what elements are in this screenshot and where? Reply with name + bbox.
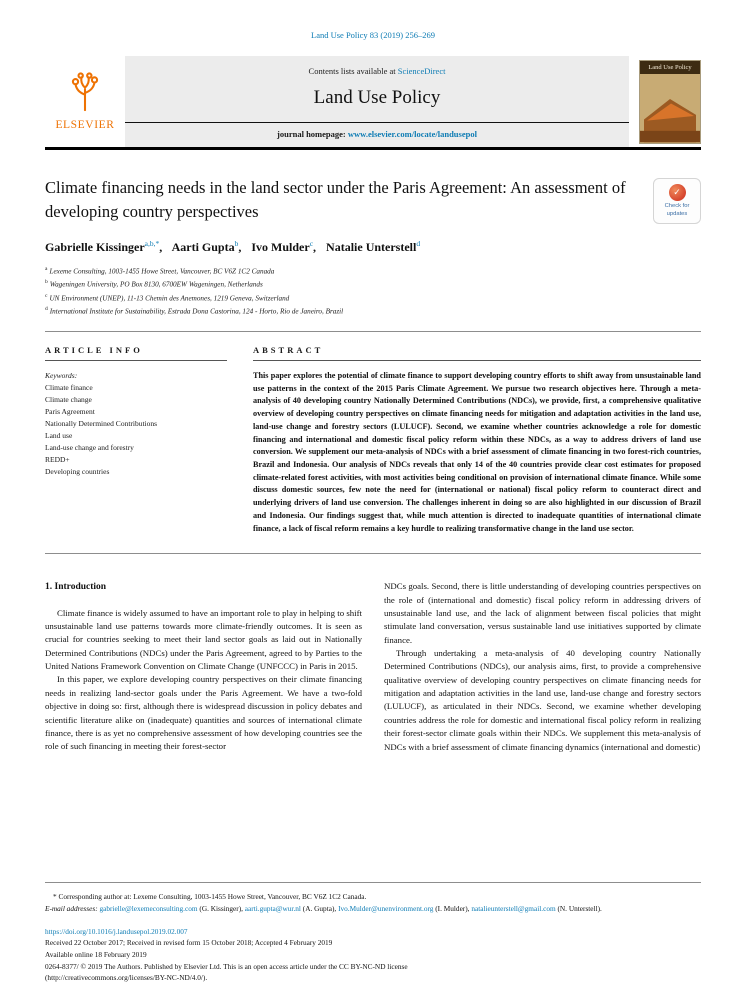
contents-line-prefix: Contents lists available at bbox=[308, 66, 398, 76]
article-title: Climate financing needs in the land sector under the Paris Agreement: An assessment of developing country perspectives bbox=[45, 178, 626, 221]
author-affiliation-sup: b bbox=[234, 239, 239, 248]
author-affiliation-sup: c bbox=[309, 239, 314, 248]
keyword: Climate finance bbox=[45, 383, 93, 393]
affiliation-text: International Institute for Sustainability, Estrada Dona Castorina, 124 - Horto, Rio de Janeiro, Brazil bbox=[49, 307, 344, 316]
keyword: REDD+ bbox=[45, 455, 70, 465]
elsevier-wordmark: ELSEVIER bbox=[55, 119, 115, 131]
author-affiliation-sup: a,b,* bbox=[144, 239, 160, 248]
keyword: Developing countries bbox=[45, 467, 110, 477]
check-for-updates-badge[interactable] bbox=[653, 178, 701, 224]
contents-line bbox=[125, 56, 629, 78]
author-name: Aarti Gupta bbox=[171, 240, 235, 254]
author-name: Natalie Unterstell bbox=[326, 240, 417, 254]
abstract-text: This paper explores the potential of climate finance to support developing country efforts to shift away from unsustainable land use patterns in the context of the 2015 Paris Climate Agreement. We pursue two research objectives here. Through a meta-analysis of 40 developing country Nationally Determined Contributions (NDCs), we provide, first, a comprehensive qualitative overview of developing country perspectives on climate financing needs for mitigation and adaptation activities in the land use, land-use change and forestry sectors (LULUCF). Second, we examine whether countries acknowledge a role for domestic financing and international and domestic fiscal policy reform within these NDCs, as a way to address drivers of land use conversion. We supplement our meta-analysis of NDCs with a brief assessment of climate financing in two forest-rich countries, Brazil and Indonesia. Our analysis of NDCs reveals that only 14 of the 40 countries provide clear cost estimates for proposed climate-related forest activities, with most activities being conditional on provision of international climate finance. While some discuss domestic sources, few note the need for (international or national) fiscal policy reform to counteract direct and underlying drivers of land use conversion. The challenges inherent in doing so are also highlighted in our discussion of Brazil and Indonesia. Our findings suggest that, while much attention is directed to inadequate quantities of international climate finance, a lack of fiscal reform remains a key hurdle to realizing transformative change in the land use sector. bbox=[253, 371, 701, 533]
keyword: Nationally Determined Contributions bbox=[45, 419, 158, 429]
affiliation bbox=[45, 278, 701, 291]
license-line: (http://creativecommons.org/licenses/BY-NC-ND/4.0/). bbox=[45, 973, 208, 983]
journal-title: Land Use Policy bbox=[313, 87, 441, 108]
corresponding-author-note: * Corresponding author at: Lexeme Consulting, 1003-1455 Howe Street, Vancouver, BC V6Z 1C2 Canada. bbox=[53, 892, 367, 902]
elsevier-tree-icon bbox=[66, 72, 104, 117]
body-paragraph: NDCs goals. Second, there is little understanding of developing countries perspectives on the role of (international and domestic) fiscal policy reform in addressing drivers of unsustainable land use, and the lack of alignment between fiscal policies that might stimulate land conversation, versus sustainable land use initiatives supported by climate finance. bbox=[384, 581, 701, 645]
email-link[interactable]: gabrielle@lexemeconsulting.com bbox=[99, 903, 198, 913]
journal-header-banner bbox=[45, 56, 701, 147]
abstract-column bbox=[253, 345, 701, 535]
author bbox=[172, 240, 242, 254]
email-addresses-line bbox=[45, 903, 701, 915]
affiliation bbox=[45, 292, 701, 305]
received-dates: Received 22 October 2017; Received in revised form 15 October 2018; Accepted 4 February 2019 bbox=[45, 938, 333, 948]
keyword: Land use bbox=[45, 431, 73, 441]
section-rule bbox=[45, 553, 701, 554]
affiliation bbox=[45, 305, 701, 318]
homepage-line bbox=[125, 122, 629, 147]
body-columns bbox=[45, 580, 701, 754]
journal-reference: Land Use Policy 83 (2019) 256–269 bbox=[311, 30, 435, 40]
article-body bbox=[45, 580, 701, 754]
copyright-line: 0264-8377/ © 2019 The Authors. Published by Elsevier Ltd. This is an open access article under the CC BY-NC-ND license bbox=[45, 961, 408, 971]
elsevier-logo bbox=[45, 56, 125, 147]
affiliation-text: Lexeme Consulting, 1003-1455 Howe Street, Vancouver, BC V6Z 1C2 Canada bbox=[49, 267, 275, 276]
author-separator: , bbox=[313, 240, 317, 254]
author-separator: , bbox=[238, 240, 242, 254]
publication-metadata bbox=[45, 926, 701, 984]
author-name: Gabrielle Kissinger bbox=[45, 240, 145, 254]
body-paragraph: Climate finance is widely assumed to have an important role to play in helping to shift unsustainable land use patterns towards more climate-friendly outcomes. It is seen as crucial for countries seeking to meet their land sector goals as laid out in Nationally Determined Contributions (NDCs) under the Paris Agreement, agreed to by Parties to the United Nations Framework Convention on Climate Change (UNFCCC) in Paris in 2015. bbox=[45, 607, 362, 672]
body-paragraph: In this paper, we explore developing country perspectives on their climate financing needs in realizing land-sector goals under the Paris Agreement. We have a two-fold objective in doing so: first, although there is widespread discussion in policy debates and scientific literature alike on (inadequate) quantities and sources of international climate finance, there is as yet no comprehensive assessment of how developing countries see the role of such financing in meeting their forest-sector bbox=[45, 674, 362, 752]
keywords-label: Keywords: bbox=[45, 371, 78, 381]
email-owner: (G. Kissinger), bbox=[197, 903, 245, 913]
abstract-heading: ABSTRACT bbox=[253, 345, 701, 361]
article-info-column bbox=[45, 345, 227, 535]
title-row bbox=[45, 176, 701, 224]
author bbox=[251, 240, 316, 254]
affiliation-text: UN Environment (UNEP), 11-13 Chemin des Anemones, 1219 Geneva, Switzerland bbox=[49, 293, 290, 302]
body-column-right bbox=[384, 580, 701, 754]
journal-homepage-link[interactable]: www.elsevier.com/locate/landusepol bbox=[347, 129, 477, 139]
author bbox=[45, 240, 162, 254]
affiliation-list bbox=[45, 265, 701, 318]
email-link[interactable]: aarti.gupta@wur.nl bbox=[244, 903, 301, 913]
header-divider-rule bbox=[45, 147, 701, 150]
email-link[interactable]: Ivo.Mulder@unenvironment.org bbox=[338, 903, 434, 913]
doi-link[interactable]: https://doi.org/10.1016/j.landusepol.2019.02.007 bbox=[45, 926, 188, 936]
cover-art-image bbox=[640, 74, 700, 142]
email-label: E-mail addresses: bbox=[45, 903, 100, 913]
author-separator: , bbox=[159, 240, 163, 254]
author-affiliation-sup: d bbox=[416, 239, 421, 248]
body-paragraph: Through undertaking a meta-analysis of 40 developing country Nationally Determined Contributions (NDCs), our analysis aims, first, to provide a comprehensive qualitative overview of developing country perspectives on climate financing needs for mitigation and adaptation activities in the land use, land-use change and forestry sectors (LULUCF), as articulated in their NDCs. Second, we examine whether developing countries address the role for domestic and international fiscal policy reform in realizing their forest-sector climate goals within their NDCs. We supplement this meta-analysis of NDCs with a brief assessment of climate financing dynamics (international and domestic) bbox=[384, 648, 701, 752]
affiliation-sup: d bbox=[45, 305, 48, 312]
body-column-left bbox=[45, 580, 362, 754]
author-list bbox=[45, 239, 701, 255]
affiliation-sup: a bbox=[45, 266, 48, 272]
check-for-updates-label: Check for updates bbox=[664, 203, 690, 217]
email-owner: (I. Mulder), bbox=[433, 903, 472, 913]
introduction-heading: 1. Introduction bbox=[45, 582, 107, 593]
author-name: Ivo Mulder bbox=[251, 240, 310, 254]
email-owner: (A. Gupta), bbox=[300, 903, 339, 913]
journal-cover bbox=[629, 56, 701, 147]
author bbox=[326, 240, 420, 254]
header-center-panel bbox=[125, 56, 629, 147]
email-owner: (N. Unterstell). bbox=[555, 903, 602, 913]
footnote-area bbox=[45, 882, 701, 984]
available-online: Available online 18 February 2019 bbox=[45, 949, 147, 959]
article-info-abstract-block bbox=[45, 332, 701, 553]
homepage-label: journal homepage: bbox=[277, 129, 348, 139]
keyword: Land-use change and forestry bbox=[45, 443, 134, 453]
cover-title: Land Use Policy bbox=[640, 61, 700, 75]
crossmark-icon: ✓ bbox=[669, 184, 686, 201]
article-info-heading: ARTICLE INFO bbox=[45, 345, 227, 361]
keyword: Paris Agreement bbox=[45, 407, 95, 417]
journal-cover-thumbnail bbox=[639, 60, 701, 144]
affiliation-sup: c bbox=[45, 292, 48, 299]
keyword: Climate change bbox=[45, 395, 92, 405]
affiliation-text: Wageningen University, PO Box 8130, 6700EW Wageningen, Netherlands bbox=[49, 280, 263, 289]
affiliation bbox=[45, 265, 701, 278]
sciencedirect-link[interactable]: ScienceDirect bbox=[397, 66, 446, 76]
email-link[interactable]: natalieunterstell@gmail.com bbox=[471, 903, 556, 913]
affiliation-sup: b bbox=[45, 279, 48, 286]
